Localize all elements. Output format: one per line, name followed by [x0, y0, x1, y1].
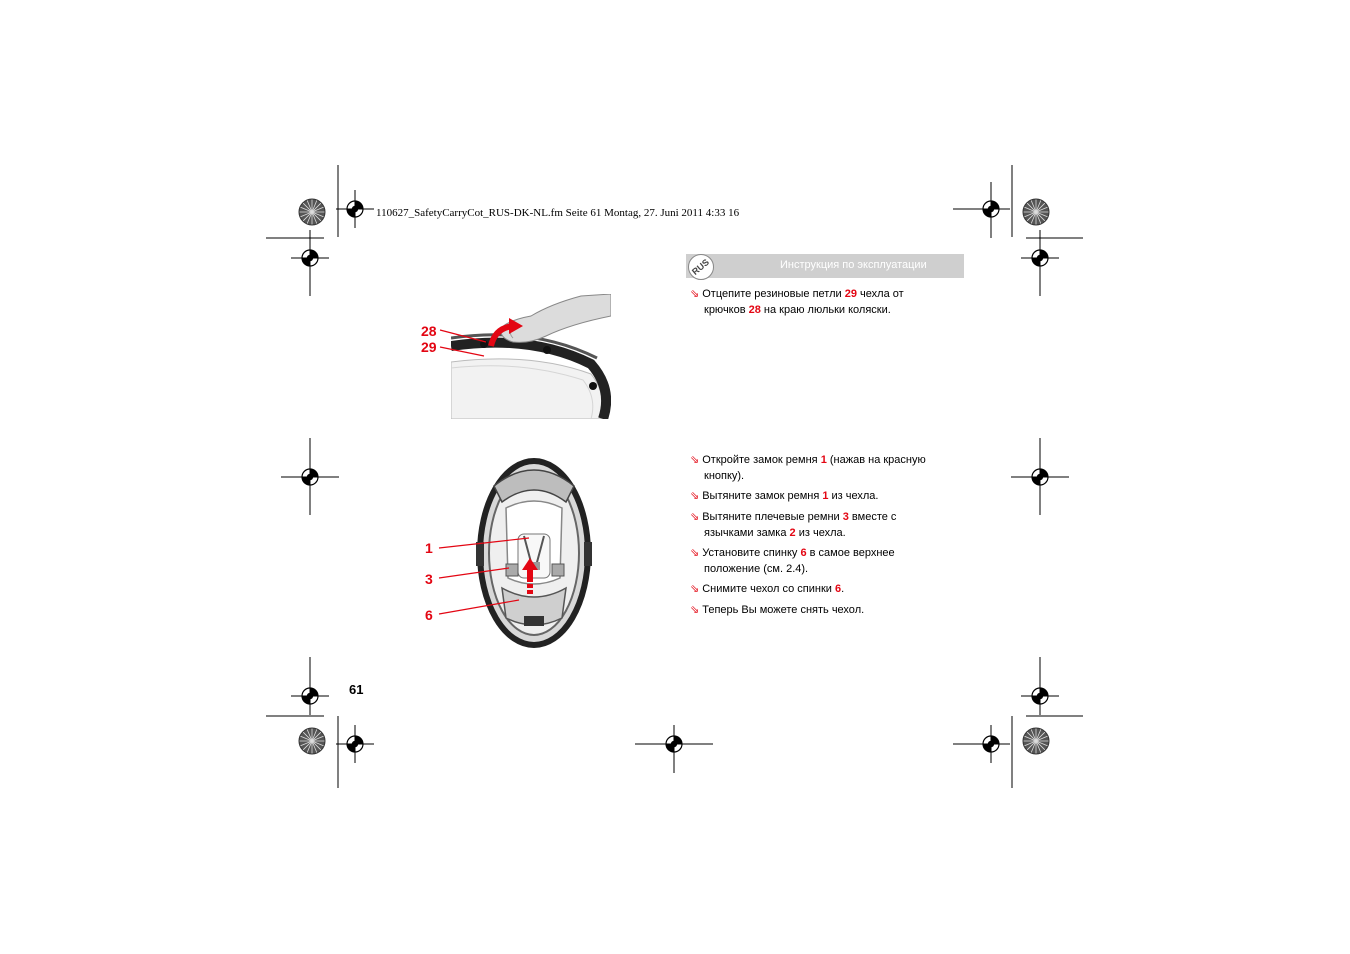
arrow-bullet-icon: ⇘: [690, 490, 700, 502]
callout-leaders-fig2: [437, 530, 537, 620]
language-badge-label: RUS: [690, 257, 712, 277]
list-item: ⇘ Вытяните замок ремня 1 из чехла.: [690, 490, 879, 502]
arrow-bullet-icon: ⇘: [690, 288, 700, 300]
arrow-bullet-icon: ⇘: [690, 454, 700, 466]
list-item: ⇘ Установите спинку 6 в самое верхнее положение (см. 2.4).: [690, 547, 895, 575]
callout-3: 3: [425, 571, 433, 587]
arrow-bullet-icon: ⇘: [690, 511, 700, 523]
callout-29: 29: [421, 339, 437, 355]
language-badge: [688, 254, 714, 280]
callout-leaders-fig1: [438, 328, 498, 362]
arrow-bullet-icon: ⇘: [690, 583, 700, 595]
arrow-bullet-icon: ⇘: [690, 547, 700, 559]
list-item: ⇘ Откройте замок ремня 1 (нажав на красную кнопку).: [690, 454, 926, 482]
callout-28: 28: [421, 323, 437, 339]
section-title: Инструкция по эксплуатации: [780, 259, 927, 271]
callout-1: 1: [425, 540, 433, 556]
list-item: ⇘ Теперь Вы можете снять чехол.: [690, 604, 865, 616]
instruction-unhook: ⇘ Отцепите резиновые петли 29 чехла от крючков 28 на краю люльки коляски.: [690, 288, 904, 316]
list-item: ⇘ Вытяните плечевые ремни 3 вместе с язычками замка 2 из чехла.: [690, 511, 897, 539]
file-info-line: 110627_SafetyCarryCot_RUS-DK-NL.fm Seite 61 Montag, 27. Juni 2011 4:33 16: [376, 207, 740, 219]
callout-6: 6: [425, 607, 433, 623]
list-item: ⇘ Снимите чехол со спинки 6.: [690, 583, 845, 595]
instruction-list: [690, 452, 952, 618]
page-number: 61: [349, 682, 364, 697]
arrow-bullet-icon: ⇘: [690, 604, 700, 616]
